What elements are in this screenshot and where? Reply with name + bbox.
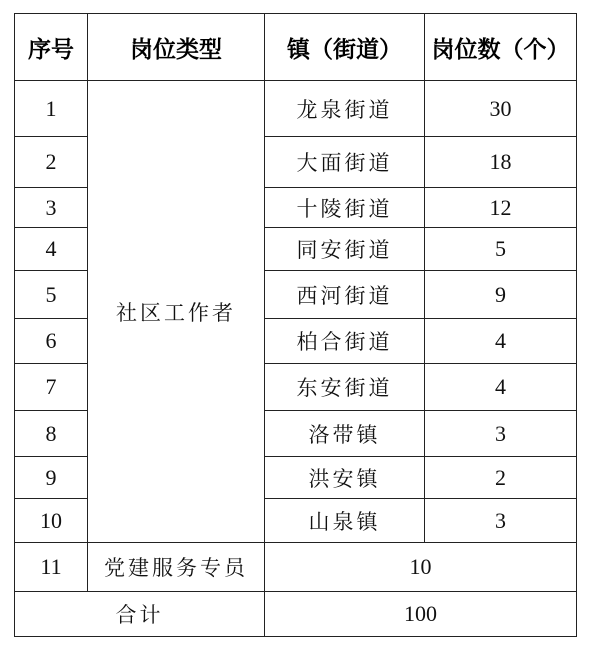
header-position-count: 岗位数（个） (425, 14, 577, 81)
header-position-type: 岗位类型 (88, 14, 265, 81)
row-number: 11 (15, 543, 88, 592)
row-number: 1 (15, 81, 88, 137)
row-number: 7 (15, 364, 88, 411)
position-count: 18 (425, 137, 577, 188)
position-count: 2 (425, 457, 577, 499)
position-count: 3 (425, 499, 577, 543)
position-count: 30 (425, 81, 577, 137)
header-town-street: 镇（街道） (265, 14, 425, 81)
row-number: 10 (15, 499, 88, 543)
table-row (15, 81, 577, 137)
total-count: 100 (265, 592, 577, 637)
row-number: 4 (15, 228, 88, 271)
position-count: 3 (425, 411, 577, 457)
town-name: 大面街道 (265, 137, 425, 188)
row-number: 8 (15, 411, 88, 457)
town-name: 东安街道 (265, 364, 425, 411)
position-count: 4 (425, 364, 577, 411)
positions-table (14, 13, 577, 637)
town-name: 山泉镇 (265, 499, 425, 543)
town-name: 十陵街道 (265, 188, 425, 228)
header-serial-number: 序号 (15, 14, 88, 81)
party-service-row (15, 543, 577, 592)
row-number: 2 (15, 137, 88, 188)
row-number: 3 (15, 188, 88, 228)
town-name: 洛带镇 (265, 411, 425, 457)
position-count: 12 (425, 188, 577, 228)
town-name: 同安街道 (265, 228, 425, 271)
row-number: 6 (15, 319, 88, 364)
town-name: 龙泉街道 (265, 81, 425, 137)
position-type-community-worker: 社区工作者 (88, 81, 265, 543)
position-count: 5 (425, 228, 577, 271)
town-name: 西河街道 (265, 271, 425, 319)
row-number: 5 (15, 271, 88, 319)
total-row (15, 592, 577, 637)
position-count: 9 (425, 271, 577, 319)
town-name: 柏合街道 (265, 319, 425, 364)
position-count: 10 (265, 543, 577, 592)
town-name: 洪安镇 (265, 457, 425, 499)
row-number: 9 (15, 457, 88, 499)
total-label: 合计 (15, 592, 265, 637)
header-row (15, 14, 577, 81)
position-type-party-service: 党建服务专员 (88, 543, 265, 592)
position-count: 4 (425, 319, 577, 364)
